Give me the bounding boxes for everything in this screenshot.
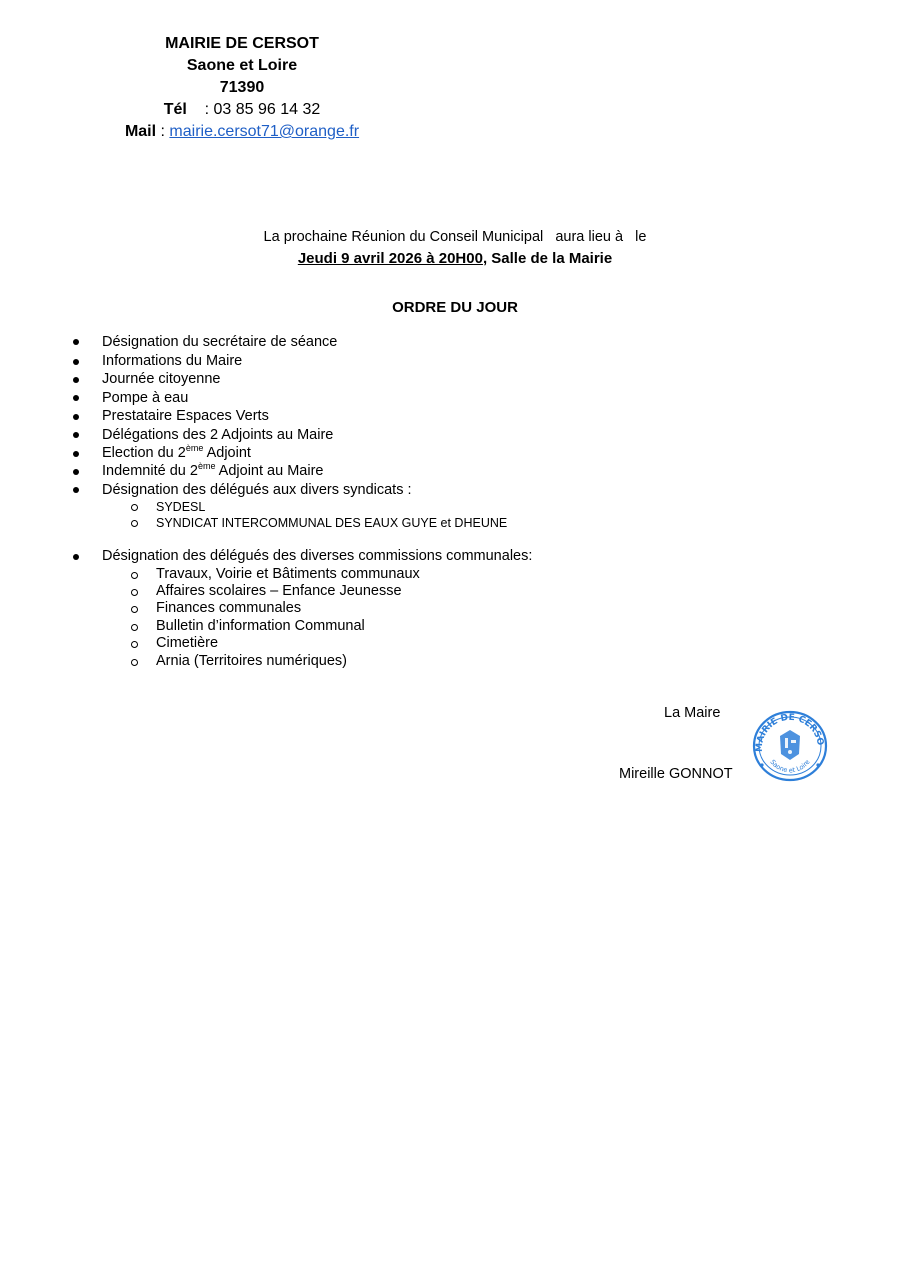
bullet-icon	[73, 554, 79, 560]
election-text-end: Adjoint	[203, 445, 251, 462]
list-item-text: Délégations des 2 Adjoints au Maire	[102, 426, 334, 443]
meeting-announcement	[0, 227, 900, 269]
list-item	[70, 389, 770, 407]
list-item-text: Désignation du secrétaire de séance	[102, 334, 338, 350]
list-item-election	[70, 444, 770, 462]
sub-list-item	[70, 499, 770, 515]
bullet-icon	[73, 487, 79, 493]
sub-list-item	[70, 583, 770, 600]
phone-line	[100, 99, 384, 121]
bullet-icon	[73, 359, 79, 365]
sub-list-item	[70, 566, 770, 583]
indemnite-sup: ème	[197, 461, 216, 472]
list-item	[70, 352, 770, 370]
circle-bullet-icon	[131, 572, 138, 579]
syndicats-sublist	[102, 499, 770, 531]
mairie-header	[100, 33, 384, 143]
sub-list-item-text: Travaux, Voirie et Bâtiments communaux	[156, 565, 420, 582]
signature-name: Mireille GONNOT	[619, 766, 733, 782]
circle-bullet-icon	[131, 606, 138, 613]
org-name: MAIRIE DE CERSOT	[165, 35, 319, 52]
circle-bullet-icon	[131, 504, 138, 511]
sub-list-item-text: SYDESL	[156, 500, 206, 515]
list-item-text: Informations du Maire	[102, 353, 243, 369]
circle-bullet-icon	[131, 659, 138, 666]
signature-title: La Maire	[664, 705, 721, 721]
mail-line	[100, 121, 384, 143]
list-item-text: Journée citoyenne	[102, 371, 221, 388]
commissions-sublist	[102, 566, 770, 670]
phone-label: Tél	[163, 101, 187, 118]
postcode: 71390	[219, 79, 265, 96]
sub-list-item-text: Finances communales	[156, 600, 302, 617]
sub-list-item-text: Bulletin d’information Communal	[156, 617, 365, 634]
bullet-icon	[73, 451, 79, 457]
agenda-title: ORDRE DU JOUR	[392, 299, 518, 316]
commissions-label: Désignation des délégués des diverses commissions communales:	[102, 548, 533, 565]
circle-bullet-icon	[131, 589, 138, 596]
sub-list-item-text: Affaires scolaires – Enfance Jeunesse	[156, 583, 402, 600]
list-item	[70, 370, 770, 388]
sub-list-item	[70, 618, 770, 635]
phone-value: : 03 85 96 14 32	[204, 101, 321, 118]
sub-list-item	[70, 515, 770, 531]
bullet-icon	[73, 432, 79, 438]
meeting-place: , Salle de la Mairie	[482, 250, 613, 267]
mail-separator: :	[156, 123, 170, 140]
list-item-indemnite	[70, 462, 770, 480]
indemnite-text: Indemnité du 2	[102, 463, 198, 480]
region-name: Saone et Loire	[186, 57, 298, 74]
sub-list-item	[70, 653, 770, 670]
mail-label: Mail	[124, 123, 157, 140]
list-item	[70, 332, 770, 352]
circle-bullet-icon	[131, 624, 138, 631]
bullet-icon	[73, 469, 79, 475]
list-item	[70, 407, 770, 425]
circle-bullet-icon	[131, 520, 138, 527]
sub-list-item	[70, 600, 770, 617]
stamp-seal-icon	[750, 710, 830, 782]
election-sup: ème	[185, 443, 204, 454]
list-item	[70, 426, 770, 444]
announcement-sentence: La prochaine Réunion du Conseil Municipal aura lieu à le	[263, 229, 647, 245]
bullet-icon	[73, 377, 79, 383]
list-item-syndicats	[70, 481, 770, 531]
syndicats-label: Désignation des délégués aux divers syndicats :	[102, 481, 412, 498]
sub-list-item-text: Arnia (Territoires numériques)	[156, 652, 347, 669]
agenda-list	[70, 332, 770, 670]
circle-bullet-icon	[131, 641, 138, 648]
spacer	[70, 531, 770, 547]
stamp-bottom-text: Saone et Loire	[768, 758, 812, 775]
mairie-stamp	[750, 710, 830, 782]
bullet-icon	[73, 395, 79, 401]
email-link[interactable]: mairie.cersot71@orange.fr	[169, 123, 360, 140]
list-item-commissions	[70, 547, 770, 670]
bullet-icon	[73, 339, 79, 345]
indemnite-text-end: Adjoint au Maire	[215, 463, 324, 480]
sub-list-item-text: SYNDICAT INTERCOMMUNAL DES EAUX GUYE et DHEUNE	[156, 516, 508, 531]
election-text: Election du 2	[102, 445, 186, 462]
sub-list-item	[70, 635, 770, 652]
list-item-text: Prestataire Espaces Verts	[102, 408, 269, 425]
meeting-date: Jeudi 9 avril 2026 à 20H00	[297, 250, 483, 267]
stamp-top-text: MAIRIE DE CERSO	[754, 712, 826, 752]
sub-list-item-text: Cimetière	[156, 635, 219, 652]
bullet-icon	[73, 414, 79, 420]
meeting-date-line	[0, 248, 900, 269]
list-item-text: Pompe à eau	[102, 389, 189, 406]
stamp-emblem-icon	[780, 730, 800, 760]
